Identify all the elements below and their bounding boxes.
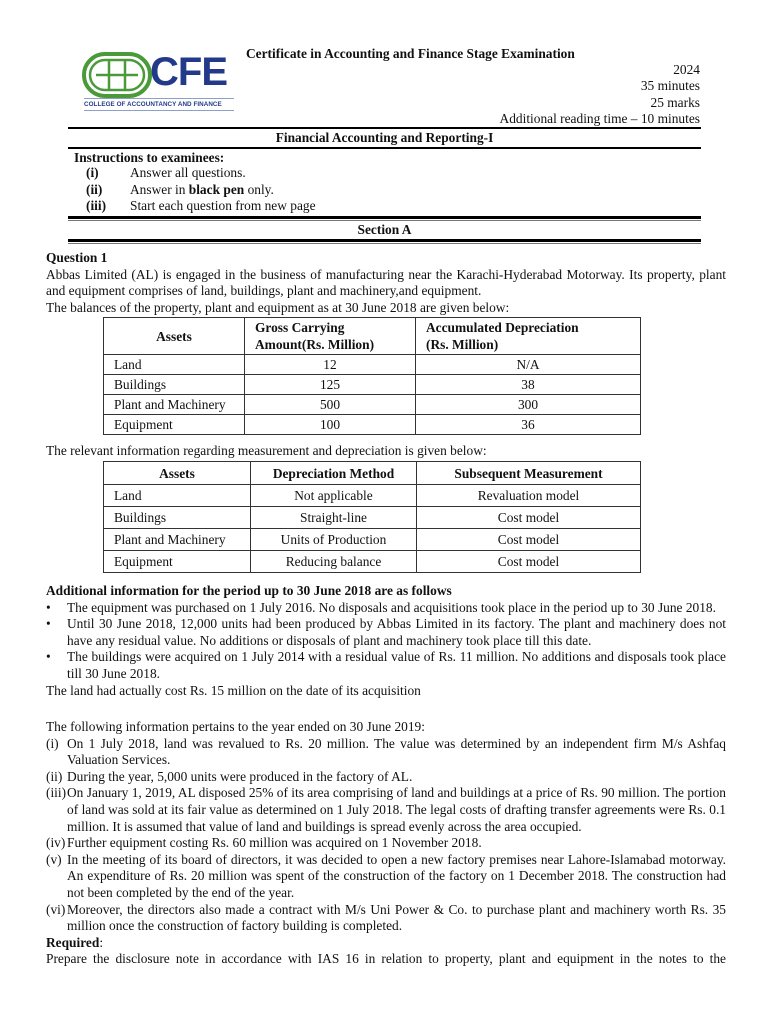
item-text: On 1 July 2018, land was revalued to Rs. 20 million. The value was determined by an independent firm M/s Ashfaq Valuation Services. xyxy=(67,735,726,768)
year-info-list xyxy=(46,736,726,935)
required-colon: : xyxy=(99,934,104,950)
list-item: • The equipment was purchased on 1 July 2016. No disposals and acquisitions took place in the period up to 30 June 2018. xyxy=(46,600,726,617)
land-cost-note: The land had actually cost Rs. 15 million on the date of its acquisition xyxy=(46,682,421,698)
item-text: On January 1, 2019, AL disposed 25% of its area comprising of land and buildings at a price of Rs. 90 million. The portion of land was sold at its fair value as determined on 1 July 2018. The legal costs of drafting transfer agreements were Rs. 0.1 million. It is assumed that value of land and buildings is spread evenly across the area occupied. xyxy=(67,785,726,834)
table-cell: Units of Production xyxy=(251,529,417,551)
measurement-table xyxy=(103,461,641,573)
instruction-emphasis: black pen xyxy=(188,182,245,197)
column-header-line: Gross Carrying xyxy=(255,320,345,335)
table-cell: Buildings xyxy=(104,507,251,529)
table-row xyxy=(104,551,641,573)
table-cell: Plant and Machinery xyxy=(104,529,251,551)
logo-divider xyxy=(84,98,234,99)
table-row xyxy=(104,355,641,375)
exam-year: 2024 xyxy=(673,62,700,77)
additional-info-block xyxy=(46,583,726,699)
question-block xyxy=(46,250,726,316)
divider xyxy=(68,127,701,129)
column-header: Subsequent Measurement xyxy=(417,462,641,485)
divider xyxy=(68,239,701,242)
item-number: (iii) xyxy=(46,785,67,801)
exam-marks: 25 marks xyxy=(650,94,700,110)
table-cell: Equipment xyxy=(104,415,245,435)
column-header: Assets xyxy=(104,462,251,485)
table-row xyxy=(104,529,641,551)
item-number: (i) xyxy=(46,735,59,751)
subject-title: Financial Accounting and Reporting-I xyxy=(275,130,494,145)
table-cell: Equipment xyxy=(104,551,251,573)
table-cell: 300 xyxy=(416,395,641,415)
table-cell: 100 xyxy=(245,415,416,435)
item-number: (v) xyxy=(46,851,62,867)
additional-info-heading: Additional information for the period up to 30 June 2018 are as follows xyxy=(46,583,452,598)
table-cell: Revaluation model xyxy=(417,485,641,507)
table-cell: 38 xyxy=(416,375,641,395)
table-cell: 500 xyxy=(245,395,416,415)
table-cell: 12 xyxy=(245,355,416,375)
instruction-text-part: only. xyxy=(244,182,274,197)
table-row xyxy=(104,395,641,415)
list-item xyxy=(46,902,726,935)
table-cell: Cost model xyxy=(417,551,641,573)
divider xyxy=(68,216,701,219)
logo-brand-text: CFE xyxy=(150,50,227,94)
cfe-emblem-icon xyxy=(82,52,152,98)
column-header: Assets xyxy=(104,318,245,355)
table-cell: Straight-line xyxy=(251,507,417,529)
divider xyxy=(68,243,701,244)
table-cell: Cost model xyxy=(417,507,641,529)
item-text: Moreover, the directors also made a contract with M/s Uni Power & Co. to purchase plant and machinery worth Rs. 35 million once the construction of factory building is completed. xyxy=(67,901,726,934)
divider xyxy=(68,147,701,149)
item-number: (ii) xyxy=(46,768,63,784)
section-title: Section A xyxy=(357,222,412,237)
question-intro: Abbas Limited (AL) is engaged in the business of manufacturing near the Karachi-Hyderabad Motorway. Its property, plant and equipment comprises of land, buildings, plant and machinery,and equipment. xyxy=(46,266,726,299)
table-row xyxy=(104,375,641,395)
divider xyxy=(68,220,701,221)
table-row xyxy=(104,485,641,507)
exam-meta xyxy=(500,62,700,128)
reading-time: Additional reading time – 10 minutes xyxy=(499,111,700,127)
table-cell: Not applicable xyxy=(251,485,417,507)
exam-duration: 35 minutes xyxy=(640,78,700,94)
item-text: In the meeting of its board of directors, it was decided to open a new factory premises near Lahore-Islamabad motorway. An expenditure of Rs. 20 million was spent of the construction of the factory on 1 December 2018. The construction had not been completed by the end of the year. xyxy=(67,851,726,900)
table-cell: Land xyxy=(104,355,245,375)
table-header-row xyxy=(104,318,641,355)
instruction-text-part: Answer in xyxy=(130,182,189,197)
table-cell: Cost model xyxy=(417,529,641,551)
item-number: (iv) xyxy=(46,835,66,851)
item-text: During the year, 5,000 units were produced in the factory of AL. xyxy=(67,768,413,784)
item-text: Further equipment costing Rs. 60 million was acquired on 1 November 2018. xyxy=(67,835,482,851)
table-cell: Reducing balance xyxy=(251,551,417,573)
balances-intro: The balances of the property, plant and equipment as at 30 June 2018 are given below: xyxy=(46,299,510,315)
column-header-line: Accumulated Depreciation xyxy=(426,320,579,335)
list-item: • The buildings were acquired on 1 July 2014 with a residual value of Rs. 11 million. No additions and disposals took place till 30 June 2018. xyxy=(46,649,726,682)
list-item xyxy=(46,852,726,902)
instruction-text: Answer all questions. xyxy=(130,165,246,180)
list-item xyxy=(46,785,726,835)
required-label: Required xyxy=(46,934,100,950)
table-header-row xyxy=(104,462,641,485)
column-header-line: Amount(Rs. Million) xyxy=(255,337,375,352)
list-item xyxy=(46,769,726,786)
column-header-line: (Rs. Million) xyxy=(426,337,499,352)
table-cell: Land xyxy=(104,485,251,507)
year-info-intro: The following information pertains to the year ended on 30 June 2019: xyxy=(46,719,425,734)
table-cell: Plant and Machinery xyxy=(104,395,245,415)
table-cell: Buildings xyxy=(104,375,245,395)
measurement-intro: The relevant information regarding measurement and depreciation is given below: xyxy=(46,443,487,458)
question-title: Question 1 xyxy=(46,250,108,265)
list-item xyxy=(46,736,726,769)
year-info-block xyxy=(46,719,726,968)
balances-table xyxy=(103,317,641,435)
column-header xyxy=(245,318,416,355)
instruction-number: (iii) xyxy=(86,198,107,213)
instruction-number: (i) xyxy=(86,165,99,180)
logo-subtitle: COLLEGE OF ACCOUNTANCY AND FINANCE xyxy=(84,101,222,108)
logo-divider xyxy=(84,110,234,111)
table-cell: 36 xyxy=(416,415,641,435)
instructions-heading: Instructions to examinees: xyxy=(74,150,225,165)
instruction-text: Start each question from new page xyxy=(130,198,316,213)
table-cell: 125 xyxy=(245,375,416,395)
item-number: (vi) xyxy=(46,901,66,917)
required-line xyxy=(46,935,726,952)
additional-info-list xyxy=(46,600,726,683)
list-item xyxy=(46,835,726,852)
column-header: Depreciation Method xyxy=(251,462,417,485)
column-header xyxy=(416,318,641,355)
table-cell: N/A xyxy=(416,355,641,375)
instruction-text xyxy=(130,182,274,198)
instruction-number: (ii) xyxy=(86,182,103,197)
required-text: Prepare the disclosure note in accordance with IAS 16 in relation to property, plant and equipment in the notes to the xyxy=(46,951,726,967)
exam-title: Certificate in Accounting and Finance Stage Examination xyxy=(246,46,575,61)
list-item: • Until 30 June 2018, 12,000 units had been produced by Abbas Limited in its factory. The plant and machinery does not have any residual value. No additions or disposals of plant and machinery took place till this date. xyxy=(46,616,726,649)
table-row xyxy=(104,415,641,435)
table-row xyxy=(104,507,641,529)
